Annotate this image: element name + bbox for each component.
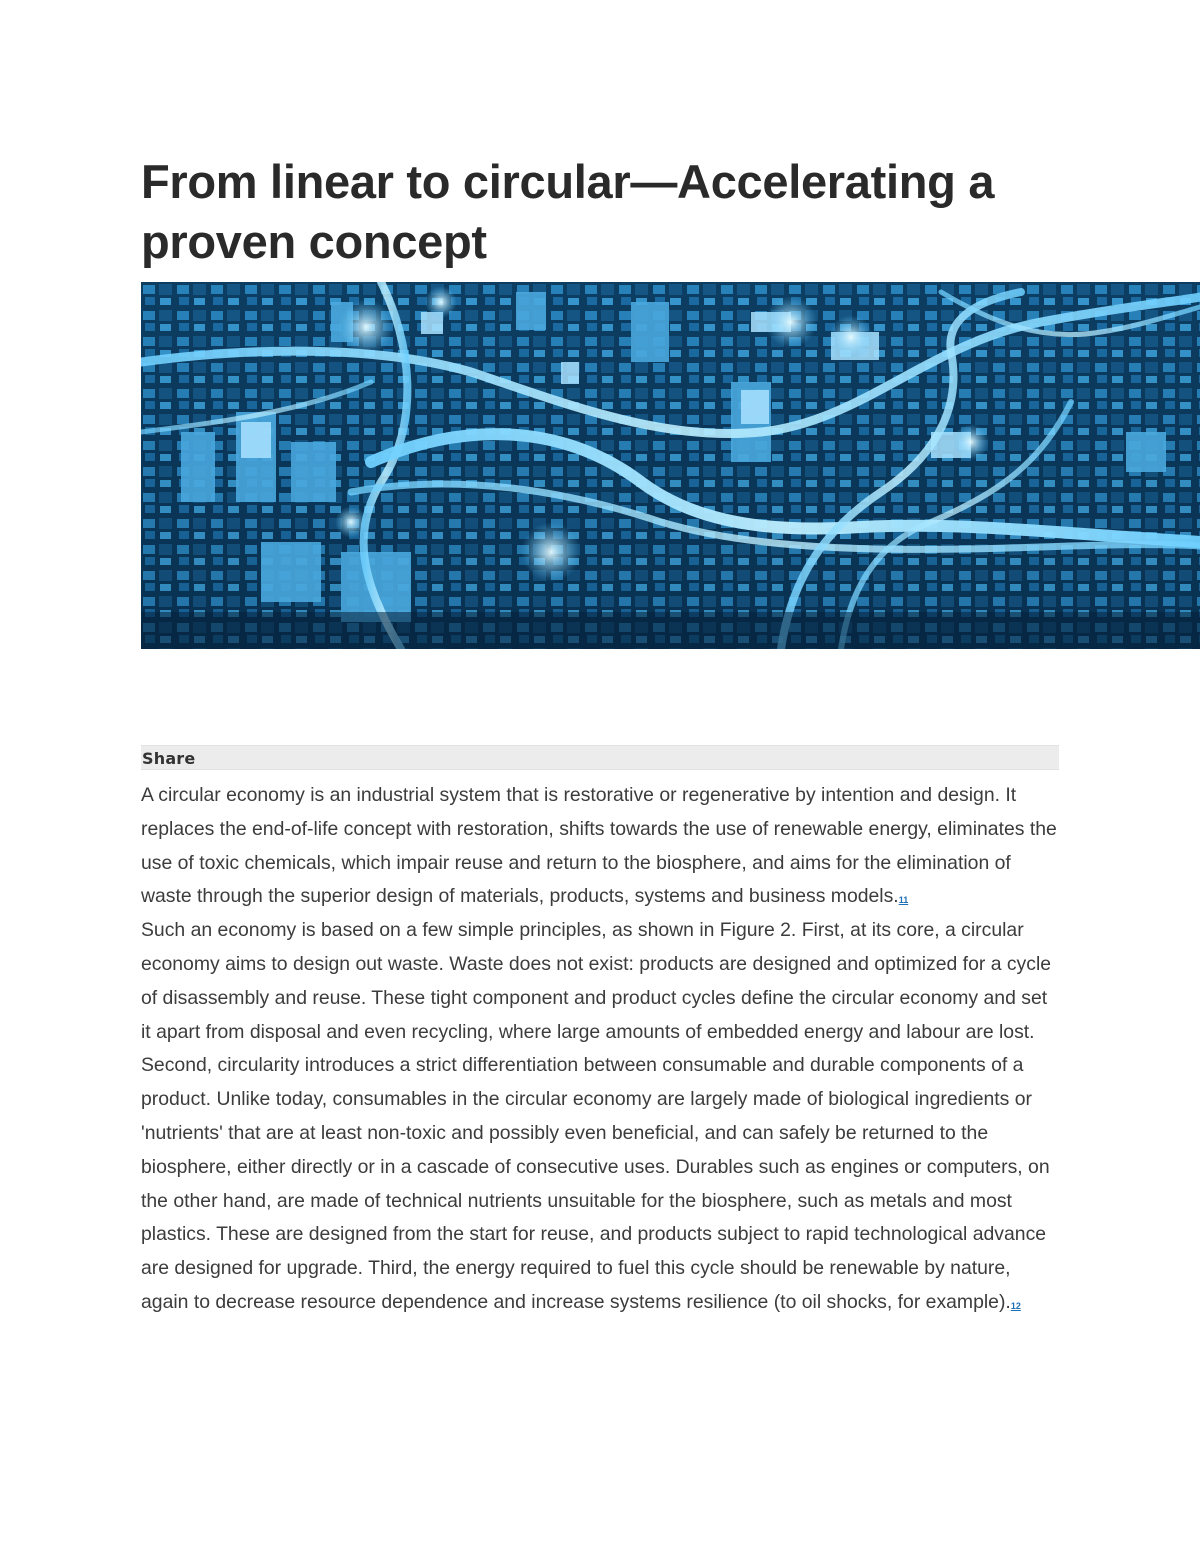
page-title: From linear to circular—Accelerating a proven concept bbox=[141, 155, 995, 268]
paragraph bbox=[141, 779, 1059, 914]
paragraph-text: A circular economy is an industrial system that is restorative or regenerative by intention and design. It replaces the end-of-life concept with restoration, shifts towards the use of renewable energy, eliminates the use of toxic chemicals, which impair reuse and return to the biosphere, and aims for the elimination of waste through the superior design of materials, products, systems and business models. bbox=[141, 784, 1057, 908]
share-label[interactable]: Share bbox=[142, 749, 196, 768]
hero-image bbox=[141, 282, 1200, 649]
city-highway-photo bbox=[141, 282, 1200, 649]
article-body bbox=[141, 779, 1059, 1320]
footnote-link[interactable]: 12 bbox=[1010, 1300, 1021, 1311]
paragraph bbox=[141, 914, 1059, 1320]
paragraph-text: Such an economy is based on a few simple principles, as shown in Figure 2. First, at its core, a circular economy aims to design out waste. Waste does not exist: products are designed and optimized for a cycle of disassembly and reuse. These tight component and product cycles define the circular economy and set it apart from disposal and even recycling, where large amounts of embedded energy and labour are lost. Second, circularity introduces a strict differentiation between consumable and durable components of a product. Unlike today, consumables in the circular economy are largely made of biological ingredients or 'nutrients' that are at least non-toxic and possibly even beneficial, and can safely be returned to the biosphere, either directly or in a cascade of consecutive uses. Durables such as engines or computers, on the other hand, are made of technical nutrients unsuitable for the biosphere, such as metals and most plastics. These are designed from the start for reuse, and products subject to rapid technological advance are designed for upgrade. Third, the energy required to fuel this cycle should be renewable by nature, again to decrease resource dependence and increase systems resilience (to oil shocks, for example). bbox=[141, 919, 1052, 1313]
footnote-link[interactable]: 11 bbox=[898, 895, 909, 906]
share-bar[interactable] bbox=[141, 745, 1059, 770]
